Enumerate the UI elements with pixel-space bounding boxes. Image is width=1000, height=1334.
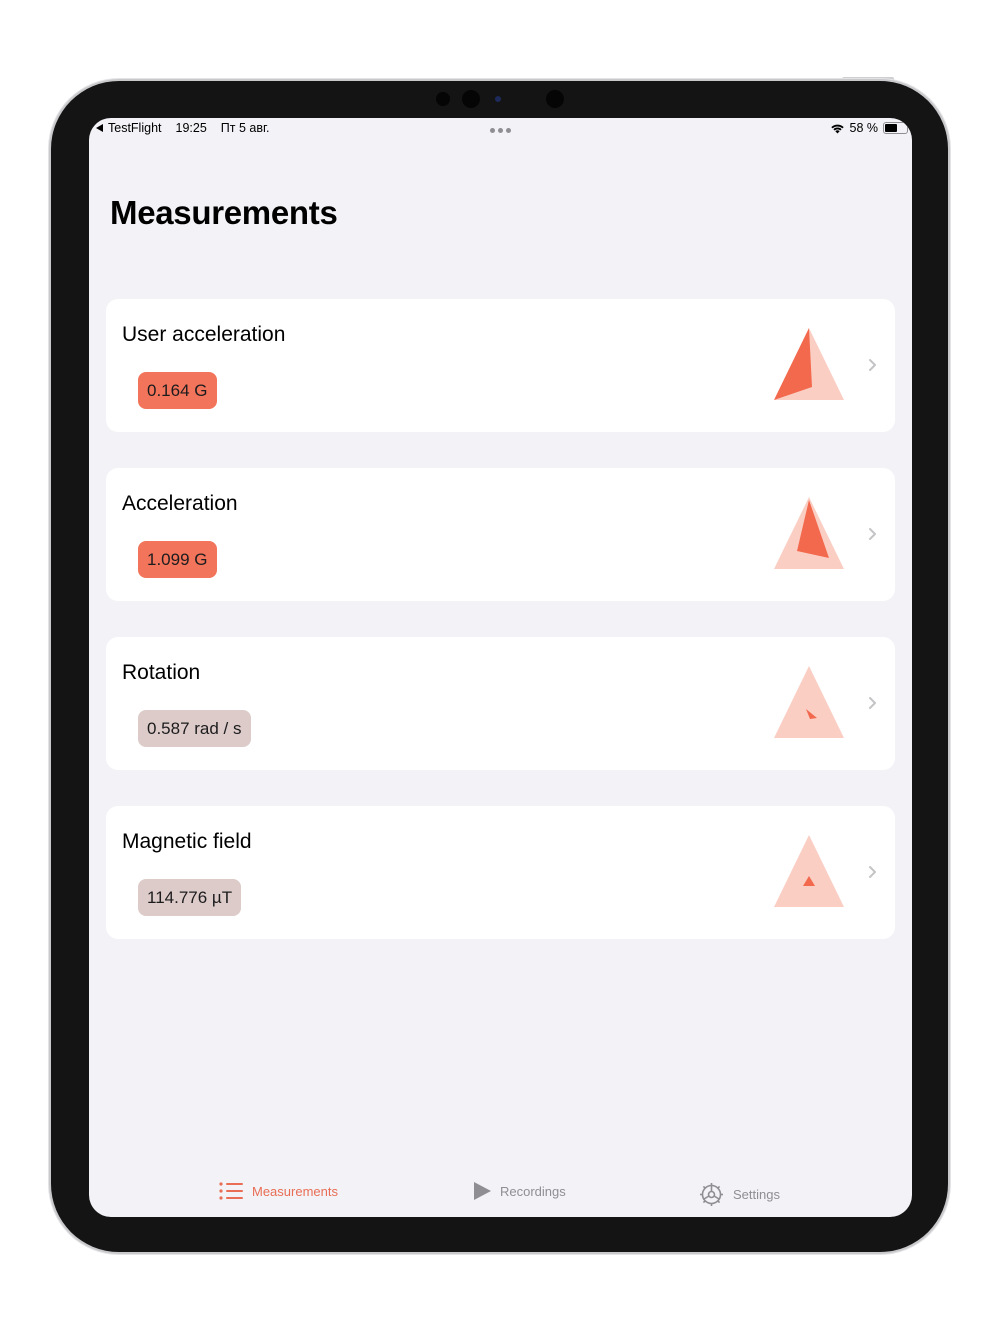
battery-icon <box>883 122 908 134</box>
back-triangle-icon <box>96 124 103 132</box>
multitasking-dots-icon[interactable] <box>490 128 511 133</box>
value-badge: 0.587 rad / s <box>138 710 251 747</box>
camera-sensor <box>436 92 450 106</box>
direction-arrow-icon <box>772 327 846 403</box>
status-right <box>830 121 909 135</box>
list-icon <box>218 1181 244 1201</box>
battery-fill <box>885 124 897 132</box>
chevron-right-icon <box>866 524 880 544</box>
measurement-card-rotation[interactable] <box>106 637 895 770</box>
tab-recordings[interactable] <box>473 1181 566 1201</box>
back-to-app[interactable] <box>96 121 270 135</box>
status-time: 19:25 <box>175 121 207 135</box>
value-badge: 1.099 G <box>138 541 217 578</box>
battery-percentage: 58 % <box>849 121 878 135</box>
direction-arrow-icon <box>772 496 846 572</box>
camera-indicator <box>495 96 501 102</box>
chevron-right-icon <box>866 693 880 713</box>
tab-label: Recordings <box>500 1183 566 1199</box>
measurement-card-magnetic-field[interactable] <box>106 806 895 939</box>
status-bar <box>89 118 912 140</box>
play-icon <box>473 1181 492 1201</box>
direction-arrow-icon <box>772 665 846 741</box>
battery-cap <box>909 126 911 130</box>
camera-lens <box>462 90 480 108</box>
direction-arrow-icon <box>772 834 846 910</box>
card-title: Acceleration <box>122 492 238 515</box>
status-date: Пт 5 авг. <box>220 121 270 135</box>
tab-label: Settings <box>733 1187 780 1202</box>
card-title: Magnetic field <box>122 830 252 853</box>
chevron-right-icon <box>866 355 880 375</box>
card-title: Rotation <box>122 661 201 684</box>
tab-label: Measurements <box>252 1183 338 1199</box>
chevron-right-icon <box>866 862 880 882</box>
measurement-card-user-acceleration[interactable] <box>106 299 895 432</box>
measurement-card-acceleration[interactable] <box>106 468 895 601</box>
tab-settings[interactable] <box>698 1181 780 1208</box>
page-title: Measurements <box>110 194 338 231</box>
back-app-label: TestFlight <box>108 121 162 135</box>
tab-measurements[interactable] <box>218 1181 338 1201</box>
tab-bar <box>89 1173 912 1217</box>
value-badge: 0.164 G <box>138 372 217 409</box>
camera-sensor <box>546 90 564 108</box>
value-badge: 114.776 µT <box>138 879 241 916</box>
card-title: User acceleration <box>122 323 286 346</box>
wifi-icon <box>830 123 845 134</box>
gear-icon <box>698 1181 725 1208</box>
screen <box>89 118 912 1217</box>
